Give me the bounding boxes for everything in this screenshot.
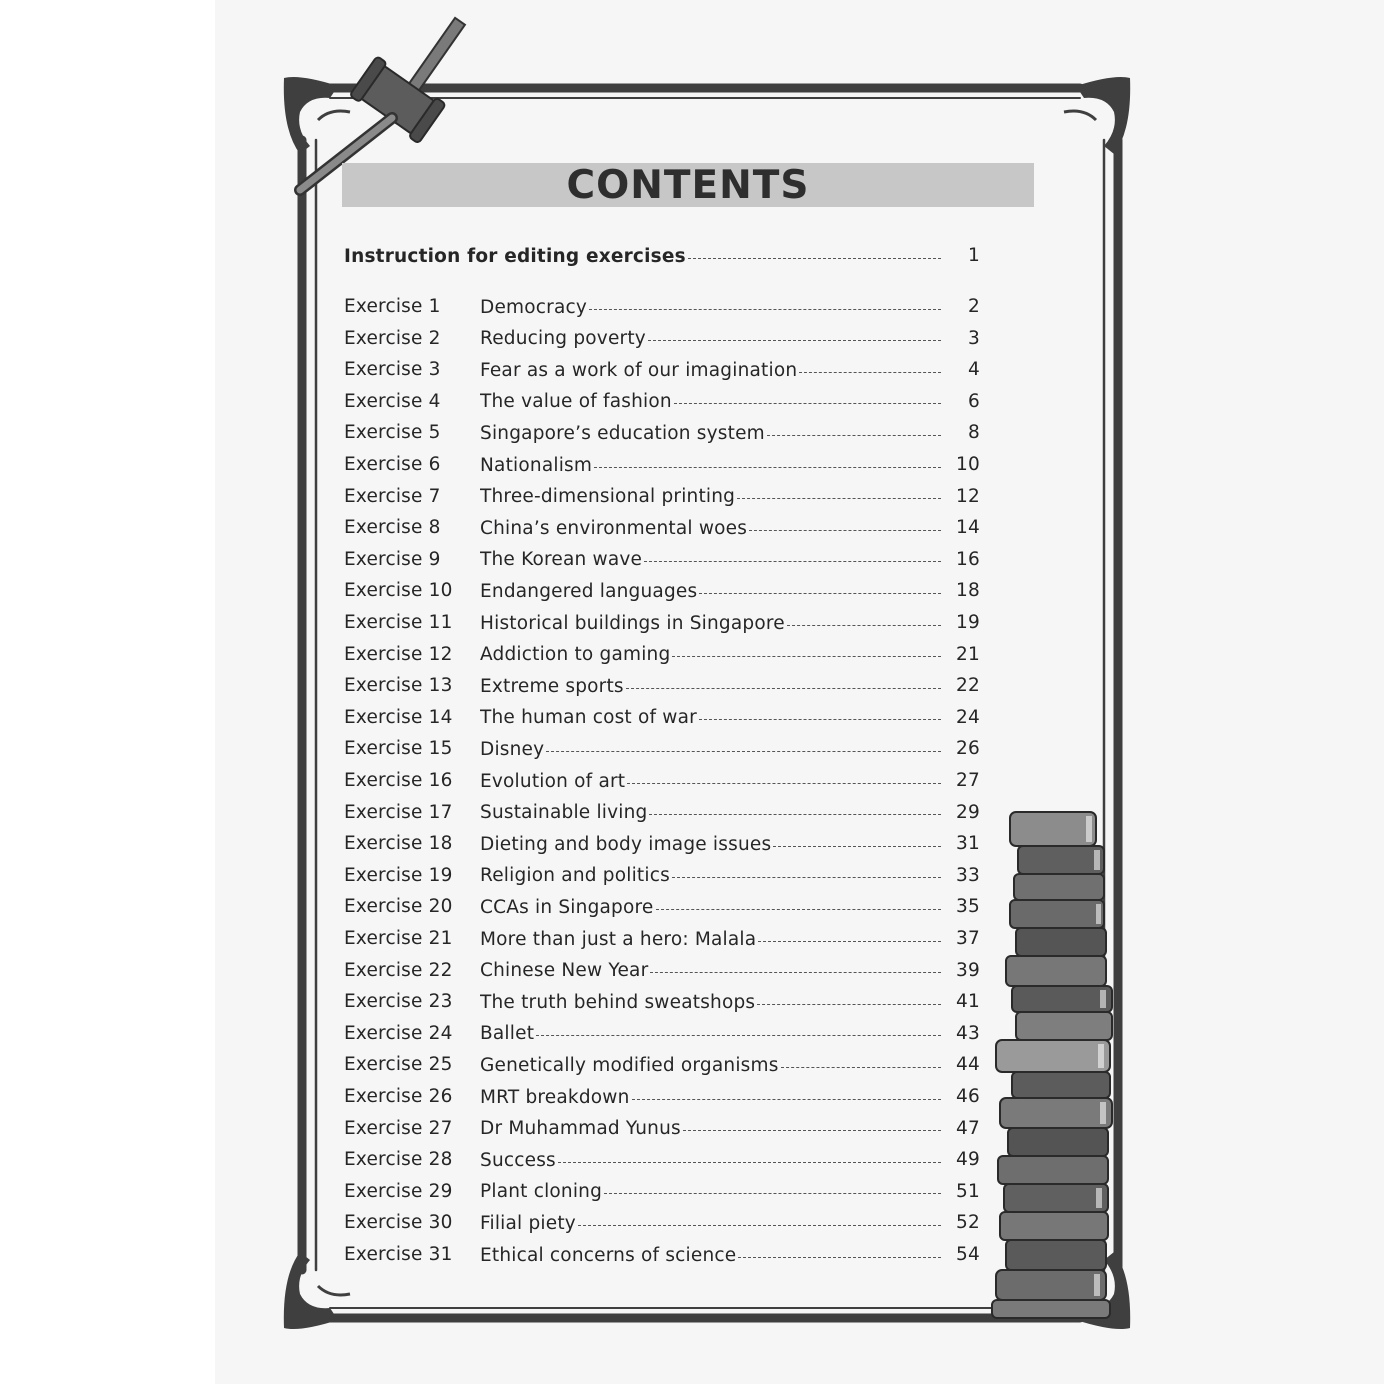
- toc-row[interactable]: [344, 798, 980, 828]
- page-number: 39: [956, 959, 980, 981]
- exercise-topic: Religion and politics: [480, 865, 670, 887]
- exercise-topic: MRT breakdown: [480, 1086, 630, 1108]
- exercise-topic: Chinese New Year: [480, 960, 649, 982]
- toc-entry-main: [480, 640, 943, 670]
- page-number: 52: [956, 1212, 980, 1234]
- dot-leader: [626, 688, 941, 689]
- toc-entry-main: [480, 545, 943, 575]
- exercise-number: Exercise 23: [344, 991, 453, 1013]
- toc-entry-main: [480, 292, 943, 322]
- exercise-topic: Reducing poverty: [480, 328, 646, 350]
- exercise-number: Exercise 24: [344, 1022, 453, 1044]
- toc-row[interactable]: [344, 450, 980, 480]
- dot-leader: [688, 258, 941, 259]
- exercise-number: Exercise 26: [344, 1086, 453, 1107]
- exercise-number: Exercise 27: [344, 1117, 453, 1139]
- page-number: 14: [956, 517, 980, 539]
- toc-row[interactable]: [344, 1050, 980, 1080]
- dot-leader: [787, 625, 941, 626]
- dot-leader: [632, 1099, 941, 1100]
- dot-leader: [757, 1004, 941, 1005]
- page-number: 27: [956, 770, 980, 791]
- page-number: 10: [956, 454, 980, 475]
- toc-entry-main: [480, 576, 943, 606]
- exercise-topic: Genetically modified organisms: [480, 1054, 779, 1076]
- exercise-topic: Plant cloning: [480, 1181, 603, 1203]
- toc-row[interactable]: [344, 703, 980, 733]
- exercise-topic: The value of fashion: [480, 391, 672, 413]
- dot-leader: [799, 372, 941, 373]
- exercise-number: Exercise 7: [344, 485, 441, 507]
- toc-row[interactable]: [344, 1208, 980, 1238]
- exercise-number: Exercise 15: [344, 738, 453, 760]
- toc-row[interactable]: [344, 324, 980, 354]
- dot-leader: [738, 1257, 941, 1258]
- toc-entry-main: [480, 798, 943, 828]
- toc-row[interactable]: [344, 1145, 980, 1175]
- toc-row[interactable]: [344, 1082, 980, 1112]
- toc-entry-main: [480, 1145, 943, 1175]
- page-number: 6: [968, 390, 980, 412]
- exercise-number: Exercise 6: [344, 454, 441, 475]
- dot-leader: [683, 1130, 941, 1131]
- page-number: 44: [956, 1054, 980, 1076]
- exercise-number: Exercise 3: [344, 359, 441, 381]
- page-number: 22: [956, 675, 980, 697]
- toc-intro-page: 1: [968, 245, 980, 266]
- page-number: 16: [956, 548, 980, 570]
- exercise-number: Exercise 16: [344, 770, 453, 791]
- dot-leader: [699, 719, 941, 720]
- toc-row[interactable]: [344, 640, 980, 670]
- dot-leader: [578, 1225, 941, 1226]
- dot-leader: [650, 972, 941, 973]
- page-number: 2: [968, 296, 980, 317]
- dot-leader: [767, 435, 941, 436]
- toc-entry-main: [480, 829, 943, 859]
- page-number: 4: [968, 359, 980, 381]
- exercise-topic: Three-dimensional printing: [480, 486, 736, 508]
- exercise-topic: Endangered languages: [480, 580, 698, 602]
- toc-entry-main: [480, 513, 943, 543]
- toc-row[interactable]: [344, 513, 980, 543]
- exercise-topic: China’s environmental woes: [480, 517, 748, 539]
- dot-leader: [656, 909, 942, 910]
- toc-entry-main: [480, 1208, 943, 1238]
- toc-intro-main: [344, 241, 943, 271]
- toc-row[interactable]: [344, 1019, 980, 1049]
- toc-row[interactable]: [344, 292, 980, 322]
- toc-entry-main: [480, 861, 943, 891]
- toc-intro-label: Instruction for editing exercises: [344, 245, 686, 267]
- exercise-number: Exercise 28: [344, 1149, 453, 1171]
- page-number: 49: [956, 1149, 980, 1171]
- toc-row[interactable]: [344, 1240, 980, 1270]
- dot-leader: [644, 561, 941, 562]
- exercise-topic: Dieting and body image issues: [480, 833, 772, 855]
- toc-entry-main: [480, 450, 943, 480]
- toc-row[interactable]: [344, 1114, 980, 1144]
- dot-leader: [773, 846, 941, 847]
- exercise-number: Exercise 14: [344, 706, 453, 728]
- exercise-number: Exercise 30: [344, 1212, 453, 1234]
- toc-row[interactable]: [344, 924, 980, 954]
- exercise-topic: Nationalism: [480, 454, 593, 476]
- dot-leader: [558, 1162, 941, 1163]
- toc-row[interactable]: [344, 608, 980, 638]
- exercise-number: Exercise 10: [344, 580, 453, 602]
- toc-row[interactable]: [344, 482, 980, 512]
- toc-entry-main: [480, 924, 943, 954]
- exercise-number: Exercise 12: [344, 643, 453, 665]
- exercise-topic: Ethical concerns of science: [480, 1244, 737, 1266]
- dot-leader: [672, 877, 941, 878]
- toc-row[interactable]: [344, 418, 980, 448]
- exercise-topic: Fear as a work of our imagination: [480, 359, 798, 381]
- page-number: 24: [956, 706, 980, 728]
- dot-leader: [674, 403, 941, 404]
- page-number: 29: [956, 801, 980, 823]
- exercise-number: Exercise 13: [344, 675, 453, 697]
- exercise-number: Exercise 18: [344, 833, 453, 855]
- exercise-number: Exercise 25: [344, 1054, 453, 1076]
- page-number: 19: [956, 612, 980, 633]
- dot-leader: [649, 814, 941, 815]
- page-number: 35: [956, 896, 980, 918]
- toc-row[interactable]: [344, 861, 980, 891]
- toc-row[interactable]: [344, 387, 980, 417]
- exercise-number: Exercise 2: [344, 327, 441, 349]
- toc-entry-main: [480, 608, 943, 638]
- exercise-topic: Success: [480, 1149, 556, 1171]
- page-number: 12: [956, 485, 980, 507]
- toc-entry-main: [480, 1050, 943, 1080]
- page-number: 3: [968, 327, 980, 349]
- toc-row[interactable]: [344, 576, 980, 606]
- exercise-number: Exercise 9: [344, 548, 441, 570]
- toc-row[interactable]: [344, 987, 980, 1017]
- toc-entry-main: [480, 418, 943, 448]
- page-number: 31: [956, 833, 980, 855]
- page-number: 21: [956, 643, 980, 665]
- toc-entry-main: [480, 987, 943, 1017]
- toc-entry-main: [480, 703, 943, 733]
- page-number: 51: [956, 1180, 980, 1202]
- page-number: 47: [956, 1117, 980, 1139]
- toc-row[interactable]: [344, 1177, 980, 1207]
- page-number: 46: [956, 1086, 980, 1107]
- exercise-number: Exercise 1: [344, 296, 441, 317]
- toc-entry-main: [480, 355, 943, 385]
- exercise-topic: Filial piety: [480, 1212, 576, 1234]
- dot-leader: [589, 309, 941, 310]
- toc-row[interactable]: [344, 545, 980, 575]
- exercise-number: Exercise 29: [344, 1180, 453, 1202]
- toc-row[interactable]: [344, 671, 980, 701]
- exercise-topic: Addiction to gaming: [480, 644, 671, 666]
- toc-entry-main: [480, 956, 943, 986]
- dot-leader: [648, 340, 941, 341]
- exercise-number: Exercise 31: [344, 1244, 453, 1265]
- toc-entry-main: [480, 324, 943, 354]
- toc-entry-main: [480, 1114, 943, 1144]
- exercise-topic: Dr Muhammad Yunus: [480, 1118, 681, 1140]
- exercise-topic: The truth behind sweatshops: [480, 991, 756, 1013]
- dot-leader: [604, 1193, 941, 1194]
- dot-leader: [758, 941, 941, 942]
- toc-entry-main: [480, 1019, 943, 1049]
- exercise-topic: The human cost of war: [480, 707, 697, 729]
- exercise-number: Exercise 4: [344, 390, 441, 412]
- page-number: 37: [956, 928, 980, 949]
- exercise-number: Exercise 22: [344, 959, 453, 981]
- exercise-topic: Disney: [480, 738, 545, 760]
- toc-intro-row[interactable]: [344, 241, 980, 271]
- toc-entry-main: [480, 482, 943, 512]
- toc-entry-main: [480, 892, 943, 922]
- page-number: 18: [956, 580, 980, 602]
- page-number: 43: [956, 1022, 980, 1044]
- toc-entry-main: [480, 387, 943, 417]
- dot-leader: [627, 783, 941, 784]
- page-number: 33: [956, 864, 980, 886]
- exercise-topic: More than just a hero: Malala: [480, 928, 757, 950]
- exercise-topic: The Korean wave: [480, 549, 643, 571]
- toc-entry-main: [480, 671, 943, 701]
- toc-entry-main: [480, 1240, 943, 1270]
- exercise-topic: Ballet: [480, 1023, 535, 1045]
- toc-row[interactable]: [344, 734, 980, 764]
- dot-leader: [672, 656, 941, 657]
- toc-row[interactable]: [344, 829, 980, 859]
- exercise-topic: Democracy: [480, 296, 588, 318]
- dot-leader: [536, 1035, 941, 1036]
- dot-leader: [781, 1067, 941, 1068]
- toc-entry-main: [480, 766, 943, 796]
- exercise-topic: Extreme sports: [480, 675, 624, 697]
- exercise-topic: Sustainable living: [480, 802, 648, 824]
- exercise-number: Exercise 11: [344, 612, 453, 633]
- exercise-number: Exercise 20: [344, 896, 453, 918]
- page-number: 41: [956, 991, 980, 1013]
- dot-leader: [749, 530, 941, 531]
- toc-row[interactable]: [344, 956, 980, 986]
- exercise-topic: Singapore’s education system: [480, 422, 765, 444]
- exercise-number: Exercise 5: [344, 422, 441, 444]
- dot-leader: [737, 498, 941, 499]
- page-number: 54: [956, 1244, 980, 1265]
- toc-row[interactable]: [344, 892, 980, 922]
- exercise-topic: Historical buildings in Singapore: [480, 612, 785, 634]
- exercise-topic: Evolution of art: [480, 770, 626, 792]
- exercise-number: Exercise 21: [344, 928, 453, 949]
- toc-row[interactable]: [344, 766, 980, 796]
- page-title: CONTENTS: [566, 162, 810, 208]
- toc-entry-main: [480, 1082, 943, 1112]
- dot-leader: [594, 467, 941, 468]
- toc-entry-main: [480, 1177, 943, 1207]
- dot-leader: [546, 751, 941, 752]
- exercise-number: Exercise 8: [344, 517, 441, 539]
- page-number: 26: [956, 738, 980, 760]
- exercise-topic: CCAs in Singapore: [480, 896, 654, 918]
- toc-row[interactable]: [344, 355, 980, 385]
- exercise-number: Exercise 19: [344, 864, 453, 886]
- exercise-number: Exercise 17: [344, 801, 453, 823]
- page-number: 8: [968, 422, 980, 444]
- dot-leader: [699, 593, 941, 594]
- toc-entry-main: [480, 734, 943, 764]
